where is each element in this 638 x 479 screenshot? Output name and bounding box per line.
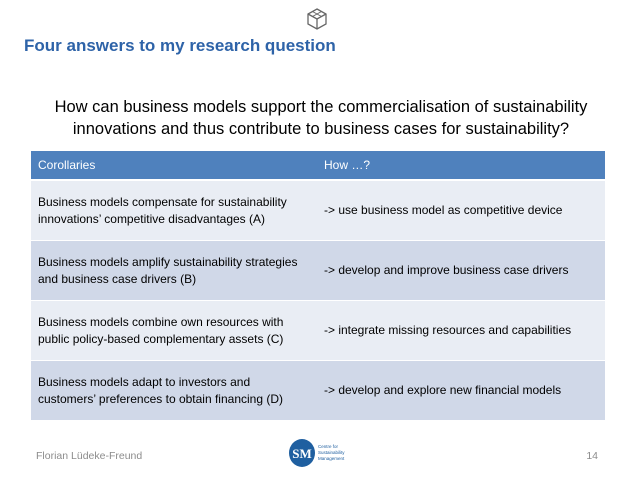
- header-how: How …?: [317, 151, 605, 180]
- corollary-cell: Business models adapt to investors and customers’ preferences to obtain financing (D): [31, 361, 317, 421]
- table-row: [31, 301, 605, 361]
- corollary-cell: Business models combine own resources with public policy-based complementary assets (C): [31, 301, 317, 361]
- how-cell: -> develop and explore new financial models: [317, 361, 605, 421]
- corollary-cell: Business models compensate for sustainability innovations’ competitive disadvantages (A): [31, 180, 317, 241]
- logo-text-3: Management: [318, 456, 345, 461]
- how-cell: -> integrate missing resources and capabilities: [317, 301, 605, 361]
- table-row: [31, 361, 605, 421]
- how-cell: -> develop and improve business case drivers: [317, 241, 605, 301]
- research-question: How can business models support the commercialisation of sustainability innovations and thus contribute to business cases for sustainability?: [54, 98, 588, 138]
- logo-text-1: Centre for: [318, 444, 339, 449]
- logo-text-2: Sustainability: [318, 450, 345, 455]
- corollary-cell: Business models amplify sustainability strategies and business case drivers (B): [31, 241, 317, 301]
- how-cell: -> use business model as competitive device: [317, 180, 605, 241]
- table-header-row: [31, 151, 605, 180]
- footer-author: Florian Lüdeke-Freund: [36, 450, 143, 462]
- header-corollaries: Corollaries: [31, 151, 317, 180]
- slide-title: Four answers to my research question: [24, 36, 336, 55]
- table-row: [31, 180, 605, 241]
- page-number: 14: [586, 450, 598, 462]
- svg-text:SM: SM: [292, 446, 312, 461]
- corollaries-table: [31, 151, 605, 420]
- hexagon-cube-icon: [305, 7, 329, 31]
- table-row: [31, 241, 605, 301]
- csm-logo: [288, 437, 352, 469]
